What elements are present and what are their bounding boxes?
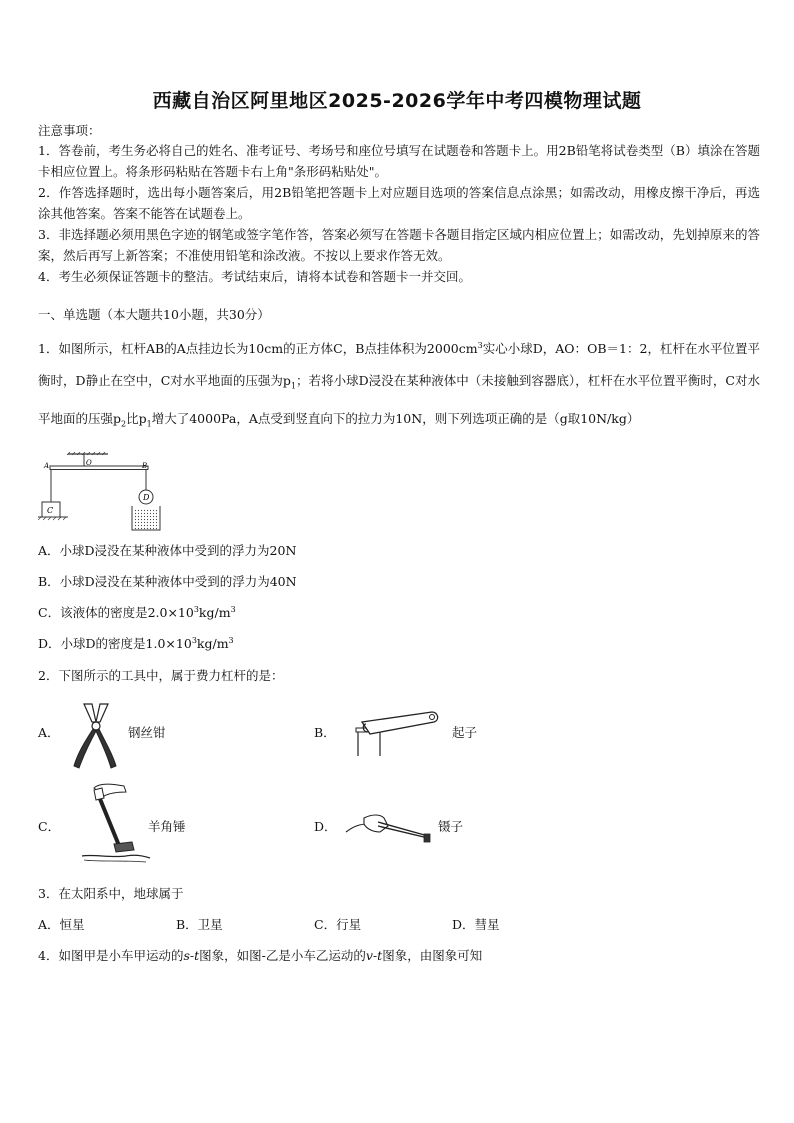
q1-sub: 1 <box>290 381 297 391</box>
q2-option-c-label: 羊角锤 <box>148 819 186 834</box>
label-d: D <box>143 493 150 502</box>
lever-diagram <box>38 452 168 534</box>
tweezers-icon <box>344 806 436 848</box>
label-o: O <box>86 459 92 467</box>
note-item: 3．非选择题必须用黑色字迹的钢笔或签字笔作答，答案必须写在答题卡各题目指定区域内相应位置上；如需改动，先划掉原来的答案，然后再写上新答案；不准使用铅笔和涂改液。不按以上要求作答无效。 <box>38 227 760 263</box>
section-heading: 一、单选题（本大题共10小题，共30分） <box>38 307 270 322</box>
q2-option-d-label: 镊子 <box>438 819 464 834</box>
q1-text: ；若将小球D浸没在某种液体中（未接触到容器底），杠杆在水平位置平衡时，C对水平地面的压强p <box>38 373 760 426</box>
notes-list <box>38 140 760 287</box>
note-item: 4．考生必须保证答题卡的整洁。考试结束后，请将本试卷和答题卡一并交回。 <box>38 269 471 284</box>
q1-text: 1．如图所示，杠杆AB的A点挂边长为10cm的正方体C，B点挂体积为2000cm <box>38 341 478 357</box>
q1-text: 实心小球D，AO：OB＝1：2，杠杆在水平位置平衡时，D静止在空中，C对水平地面的压强为p <box>38 341 761 389</box>
opt-text: C．该液体的密度是2.0×10 <box>38 605 194 620</box>
q4-text: 图象，如图-乙是小车乙运动的 <box>199 948 366 963</box>
opt-sup: 3 <box>228 635 234 645</box>
note-item: 1．答卷前，考生务必将自己的姓名、准考证号、考场号和座位号填写在试题卷和答题卡上。用2B铅笔将试卷类型（B）填涂在答题卡相应位置上。将条形码粘贴在答题卡右上角"条形码粘贴处"。 <box>38 143 760 179</box>
opt-text: kg/m <box>196 636 229 651</box>
q1-text: 增大了4000Pa，A点受到竖直向下的拉力为10N，则下列选项正确的是（g取10N/kg） <box>151 410 640 426</box>
q2-option-a-letter: A． <box>38 725 60 740</box>
bottle-opener-icon <box>352 710 442 756</box>
question-2-stem: 2．下图所示的工具中，属于费力杠杆的是： <box>38 668 284 683</box>
q1-option-b: B．小球D浸没在某种液体中受到的浮力为40N <box>38 574 297 589</box>
q1-sup: 3 <box>477 341 483 350</box>
label-b: B <box>142 462 148 470</box>
label-a: A <box>44 462 50 470</box>
q4-text: 图象，由图象可知 <box>382 948 483 963</box>
question-4-stem <box>38 946 760 964</box>
note-item: 2．作答选择题时，选出每小题答案后，用2B铅笔把答题卡上对应题目选项的答案信息点涂黑；如需改动，用橡皮擦干净后，再选涂其他答案。答案不能答在试题卷上。 <box>38 185 760 221</box>
opt-sup: 3 <box>193 604 199 614</box>
question-3-stem: 3．在太阳系中，地球属于 <box>38 886 184 901</box>
q4-text: 4．如图甲是小车甲运动的 <box>38 948 184 963</box>
opt-sup: 3 <box>230 604 236 614</box>
q2-option-d-letter: D． <box>314 819 337 834</box>
opt-sup: 3 <box>191 635 197 645</box>
opt-text: kg/m <box>198 605 231 620</box>
q2-option-b-letter: B． <box>314 725 336 740</box>
question-1-stem <box>38 330 760 440</box>
q3-option-b: B．卫星 <box>176 917 223 932</box>
claw-hammer-icon <box>80 780 152 866</box>
q1-text: 比p <box>126 410 147 426</box>
q2-option-c-letter: C． <box>38 819 61 834</box>
pliers-icon <box>70 700 124 772</box>
q4-vt: v-t <box>365 948 383 963</box>
q1-option-c <box>38 603 236 621</box>
opt-text: D．小球D的密度是1.0×10 <box>38 636 192 651</box>
page-title: 西藏自治区阿里地区2025-2026学年中考四模物理试题 <box>152 90 642 112</box>
q4-st: s-t <box>183 948 200 963</box>
q1-option-d <box>38 634 234 652</box>
label-c: C <box>47 506 54 515</box>
q3-option-a: A．恒星 <box>38 917 85 932</box>
q1-sub: 1 <box>146 419 152 429</box>
q1-option-a: A．小球D浸没在某种液体中受到的浮力为20N <box>38 543 297 558</box>
notes-heading: 注意事项： <box>38 123 101 138</box>
q2-option-b-label: 起子 <box>452 725 478 740</box>
q1-sub: 2 <box>121 419 127 429</box>
q3-option-c: C．行星 <box>314 917 362 932</box>
q2-option-a-label: 钢丝钳 <box>128 725 166 740</box>
q3-option-d: D．彗星 <box>452 917 500 932</box>
